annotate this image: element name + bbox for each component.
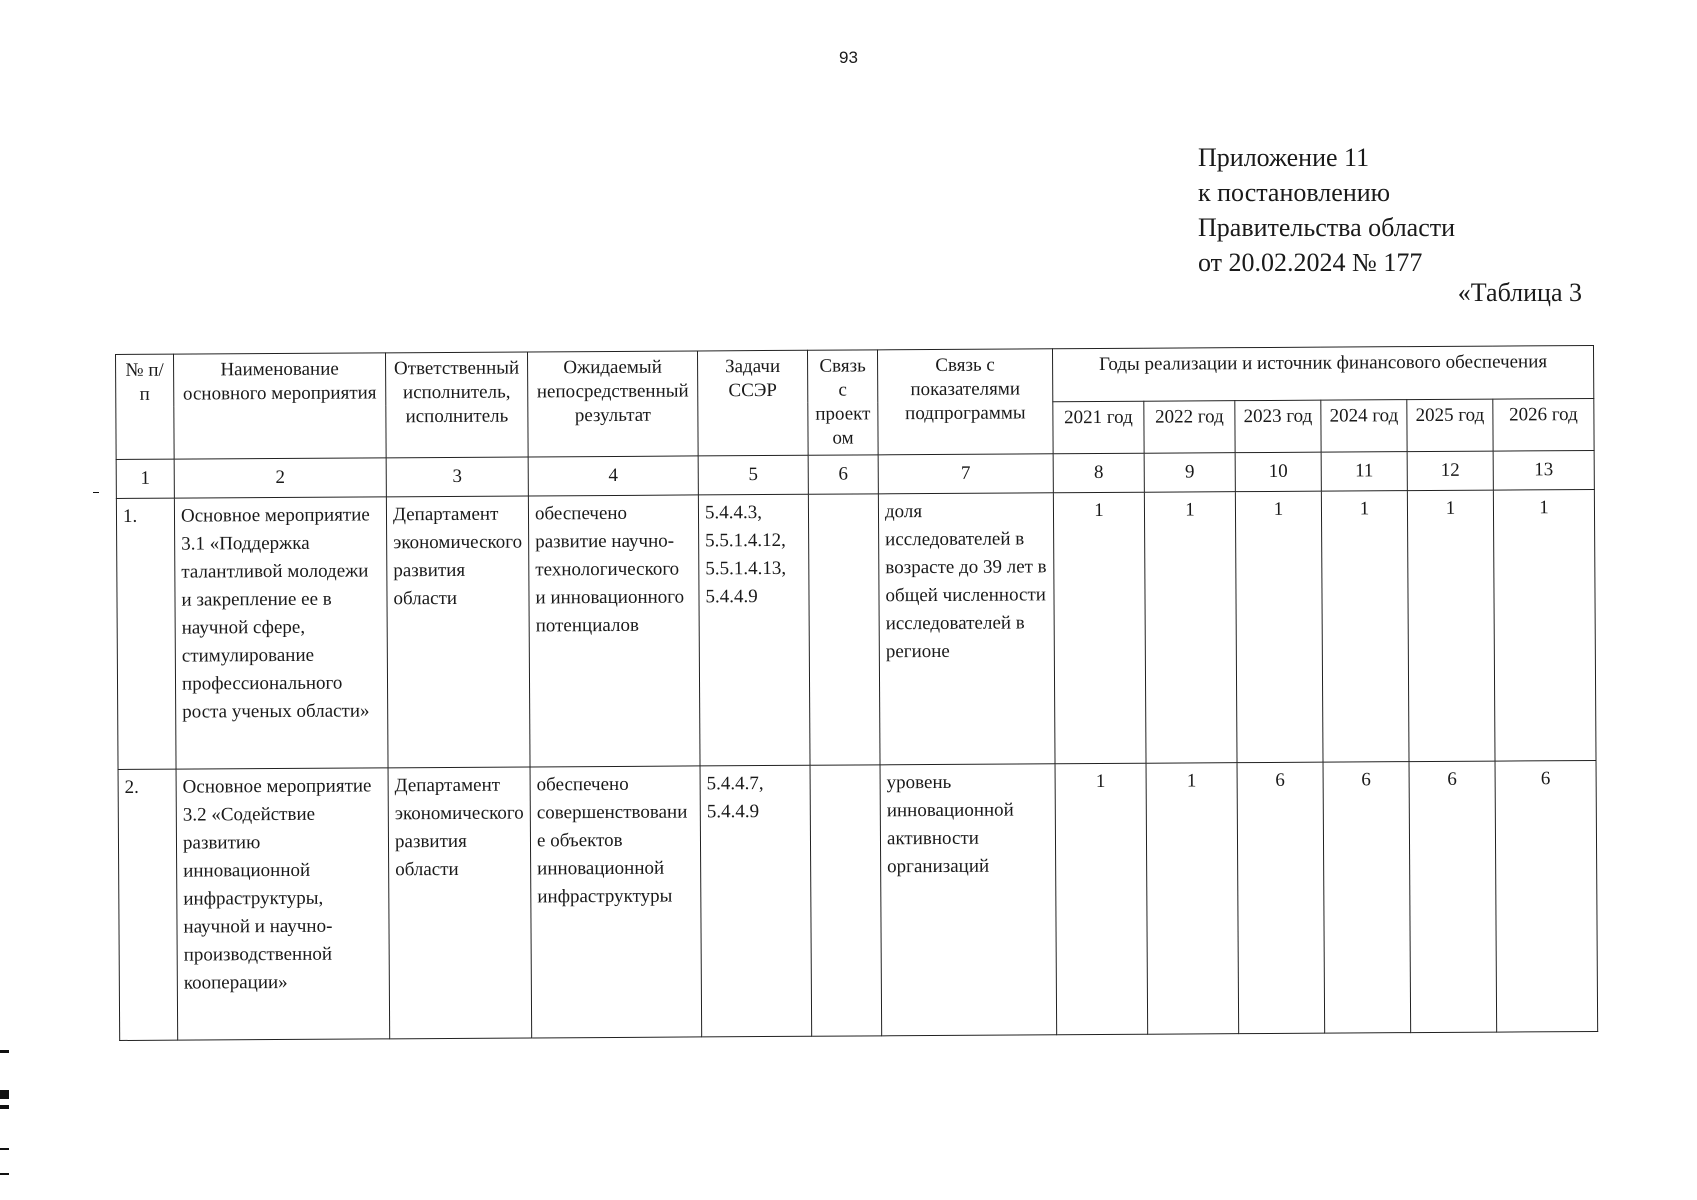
measure-name: Основное мероприятие 3.1 «Поддержка талантливой молодежи и закрепление ее в научной сфере, стимулирование профессионального роста ученых области»	[174, 497, 388, 769]
header-year: 2023 год	[1235, 400, 1321, 453]
table-row	[116, 489, 1596, 769]
table-label: «Таблица 3	[1457, 278, 1582, 307]
year-value: 1	[1055, 763, 1148, 1035]
expected-result: обеспечено развитие научно-технологического и инновационного потенциалов	[528, 495, 700, 767]
indicator: уровень инновационной активности организаций	[880, 764, 1057, 1036]
column-number: 10	[1235, 452, 1321, 492]
row-number: 1.	[116, 498, 176, 769]
tasks: 5.4.4.7, 5.4.4.9	[700, 765, 812, 1037]
executor: Департамент экономического развития области	[388, 767, 532, 1039]
column-number: 12	[1407, 451, 1493, 491]
appendix-line: к постановлению	[1198, 178, 1391, 207]
appendix-line: от 20.02.2024 № 177	[1198, 248, 1423, 277]
scan-mark	[0, 1173, 9, 1175]
year-value: 6	[1237, 762, 1325, 1034]
header-year: 2021 год	[1053, 401, 1144, 454]
project-link	[808, 494, 880, 765]
year-value: 1	[1144, 492, 1237, 764]
column-number: 13	[1493, 450, 1594, 490]
year-value: 1	[1407, 490, 1495, 762]
appendix-block	[1198, 140, 1455, 280]
year-value: 6	[1409, 761, 1497, 1033]
scan-mark	[0, 1105, 9, 1109]
header-year: 2026 год	[1493, 398, 1594, 451]
header-tasks: Задачи ССЭР	[697, 350, 808, 456]
header-year: 2025 год	[1407, 399, 1493, 452]
tasks: 5.4.4.3, 5.5.1.4.12, 5.5.1.4.13, 5.4.4.9	[698, 494, 810, 766]
header-project: Связь с проектом	[807, 350, 878, 455]
scan-mark	[0, 1050, 9, 1053]
page-number: 93	[839, 48, 858, 67]
column-number: 3	[386, 457, 528, 497]
header-name: Наименование основного мероприятия	[174, 353, 387, 459]
indicator: доля исследователей в возрасте до 39 лет в общей численности исследователей в регионе	[878, 493, 1055, 765]
column-number: 6	[808, 455, 878, 494]
year-value: 6	[1495, 760, 1598, 1032]
measures-table	[115, 345, 1598, 1041]
header-result: Ожидаемый непосредственный результат	[527, 351, 698, 457]
year-value: 1	[1493, 489, 1596, 761]
column-number: 9	[1144, 453, 1235, 493]
column-number: 11	[1321, 452, 1407, 492]
executor: Департамент экономического развития области	[386, 496, 530, 768]
column-number: 2	[174, 458, 386, 498]
column-number: 1	[116, 459, 174, 498]
column-number: 7	[878, 454, 1053, 494]
scan-mark	[93, 492, 99, 493]
header-num: № п/п	[116, 354, 175, 459]
year-value: 1	[1321, 491, 1409, 763]
year-value: 6	[1323, 762, 1411, 1034]
header-year: 2024 год	[1321, 399, 1407, 452]
table-row	[118, 760, 1598, 1040]
appendix-line: Приложение 11	[1198, 143, 1370, 172]
project-link	[810, 765, 882, 1036]
year-value: 1	[1053, 492, 1146, 764]
column-number: 4	[528, 456, 698, 496]
measure-name: Основное мероприятие 3.2 «Содействие развитию инновационной инфраструктуры, научной и научно-производственной кооперации»	[176, 768, 390, 1040]
row-number: 2.	[118, 769, 178, 1040]
header-year: 2022 год	[1144, 400, 1235, 453]
header-years-group: Годы реализации и источник финансового обеспечения	[1052, 345, 1593, 401]
header-indicators: Связь с показателями подпрограммы	[877, 349, 1053, 455]
year-value: 1	[1235, 491, 1323, 763]
scan-mark	[0, 1090, 9, 1099]
column-number: 5	[698, 455, 808, 495]
appendix-line: Правительства области	[1198, 213, 1456, 242]
expected-result: обеспечено совершенствование объектов инновационной инфраструктуры	[530, 766, 702, 1038]
header-executor: Ответственный исполнитель, исполнитель	[385, 352, 528, 458]
scan-mark	[0, 1148, 9, 1150]
year-value: 1	[1146, 763, 1239, 1035]
column-number: 8	[1053, 453, 1144, 493]
